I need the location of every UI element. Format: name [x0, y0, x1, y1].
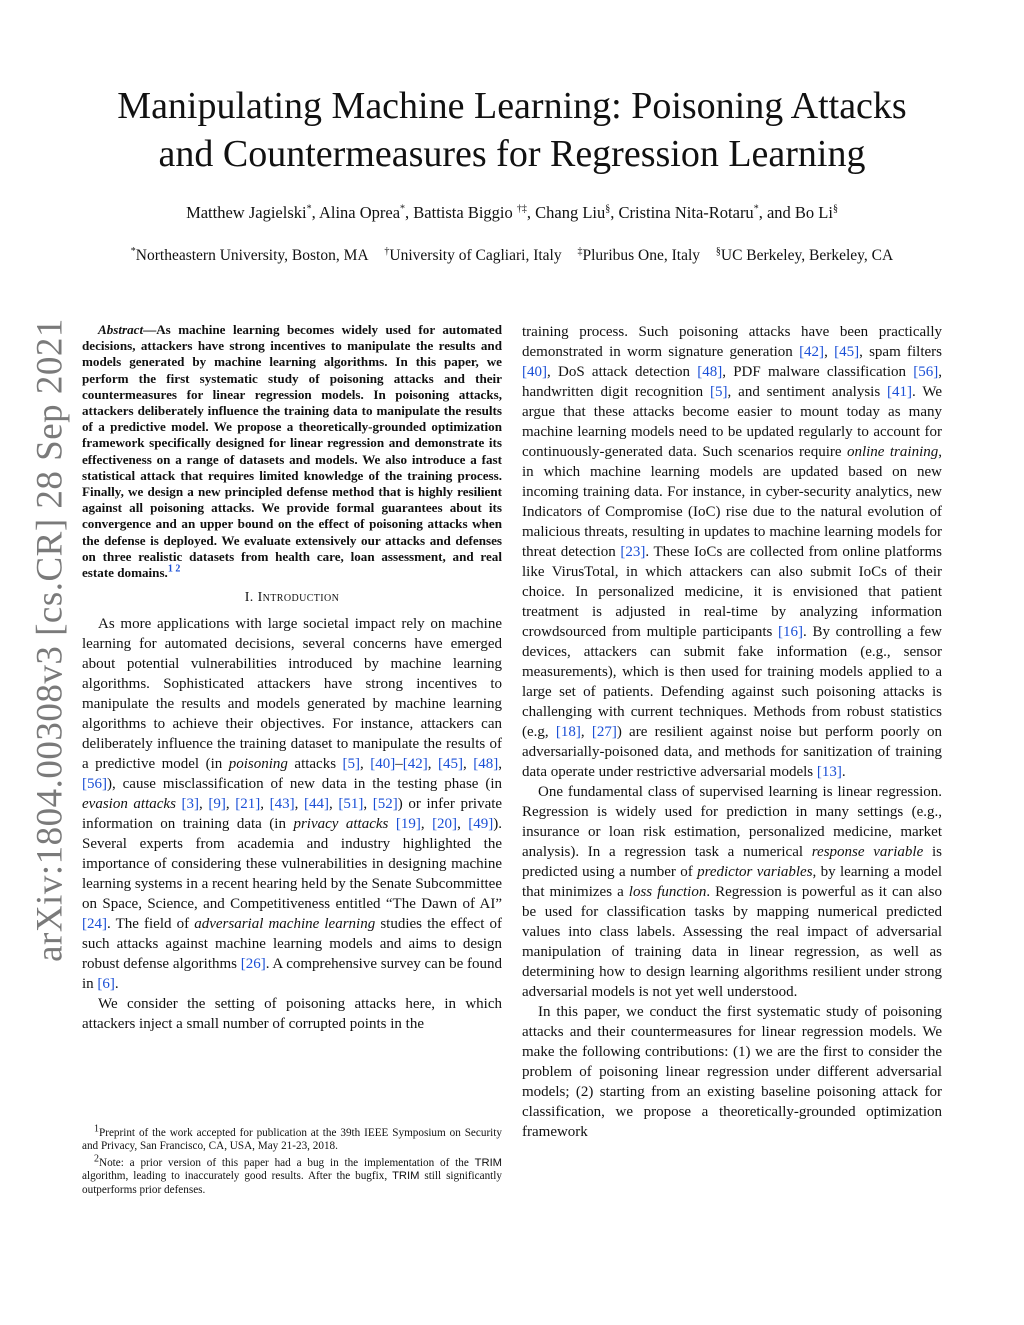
text-run: , — [199, 796, 209, 813]
right-body-text — [522, 322, 942, 1142]
footnote-2 — [82, 1153, 502, 1197]
footnote-code: TRIM — [474, 1156, 502, 1169]
author-name: Battista Biggio — [413, 203, 513, 222]
body-paragraph — [82, 994, 502, 1034]
paper-title — [60, 82, 964, 178]
citation-link[interactable]: [48] — [697, 364, 723, 380]
citation-link[interactable]: [6] — [97, 976, 115, 993]
citation-link[interactable]: [40] — [370, 756, 396, 773]
affiliation — [716, 247, 893, 264]
text-run: . We argue that these attacks become easier to mount today as many machine learning models need to be updated regularly to account for continuously-generated data. Such scenarios require — [522, 384, 942, 460]
text-run: , — [420, 816, 433, 833]
emphasis-text: poisoning — [228, 756, 288, 773]
affiliation — [131, 247, 369, 264]
citation-link[interactable]: [51] — [338, 796, 364, 813]
affiliation-list — [60, 245, 964, 267]
footnote-text: algorithm, leading to inaccurately good results. After the bugfix, — [82, 1170, 393, 1183]
affiliation-mark: * — [130, 245, 136, 257]
affiliation — [384, 247, 561, 264]
text-run: . A comprehensive survey can be found in — [82, 956, 502, 993]
text-run: . These IoCs are collected from online platforms like VirusTotal, in which attackers can also submit IoCs of their choice. In personalized medicine, it is envisioned that patient treatment is adjusted in real-time by analyzing information crowdsourced from multiple participants — [522, 544, 943, 640]
body-paragraph — [82, 614, 502, 994]
body-paragraph — [522, 1002, 942, 1142]
text-run: . Regression is powerful as it can also be used for classification tasks by mapping numerical predicted values into class labels. Assessing the real impact of adversarial manipulation of training data in linear regression, as well as determining how to design learning algorithms resilient under strong adversarial models is not yet well understood. — [522, 884, 942, 1000]
citation-link[interactable]: [9] — [208, 796, 226, 813]
text-run: . By controlling a few devices, attackers can submit fake information (e.g., sensor measurements), which is then used for training models applied to a large set of patients. Defending against such poisoning attacks is challenging with current techniques. Methods from robust statistics (e.g, — [522, 624, 942, 740]
text-run: , — [463, 756, 474, 773]
affiliation-text: UC Berkeley, Berkeley, CA — [720, 247, 894, 264]
body-paragraph — [522, 782, 942, 1002]
footnote-text: still significantly outperforms prior defenses. — [82, 1170, 502, 1196]
right-column — [522, 322, 942, 1142]
affiliation-mark: ‡ — [577, 245, 583, 257]
citation-link[interactable]: [24] — [82, 916, 107, 933]
text-run: , and sentiment analysis — [727, 384, 888, 400]
text-run: , — [225, 796, 236, 813]
citation-link[interactable]: [5] — [342, 756, 361, 773]
text-run: , — [329, 796, 339, 813]
text-run: , — [360, 756, 371, 773]
affiliation-mark: † — [384, 245, 390, 257]
text-run: , — [427, 756, 439, 773]
section-heading — [82, 590, 502, 606]
text-run: , PDF malware classification — [722, 364, 914, 380]
abstract-footnote-marks[interactable]: 1 2 — [167, 563, 181, 575]
text-run: ) or infer private information on training data (in — [82, 796, 503, 833]
left-column — [82, 322, 502, 1034]
author-name: Chang Liu — [535, 203, 606, 222]
title-line-2: and Countermeasures for Regression Learning — [158, 133, 866, 175]
citation-link[interactable]: [44] — [304, 796, 330, 813]
title-line-1: Manipulating Machine Learning: Poisoning Attacks — [117, 85, 907, 127]
footnotes — [82, 1123, 502, 1200]
citation-link[interactable]: [45] — [834, 344, 860, 360]
abstract: Abstract—As machine learning becomes widely used for automated decisions, attackers have strong incentives to manipulate the results and models generated by machine learning algorithms. In this paper, we perform the first systematic study of poisoning attacks and their countermeasures for linear regression models. In poisoning attacks, attackers deliberately influence the training data to manipulate the results of a predictive model. We propose a theoretically-grounded optimization framework specifically designed for linear regression and demonstrate its effectiveness on a range of datasets and models. We also introduce a fast statistical attack that requires limited knowledge of the training process. Finally, we design a new principled defense method that is highly resilient against all poisoning attacks. We provide formal guarantees about its convergence and an upper bound on the effect of poisoning attacks when the defense is deployed. We evaluate extensively our attacks and defenses on three realistic datasets from health care, loan assessment, and real estate domains.$^{1 2}$ — [82, 322, 502, 581]
author-name: Bo Li — [794, 203, 833, 222]
author-mark: § — [832, 203, 838, 215]
emphasis-text: predictor variables — [697, 864, 813, 880]
affiliation-mark: § — [715, 245, 721, 257]
abstract-label: Abstract — [98, 322, 144, 337]
citation-link[interactable]: [5] — [710, 384, 728, 400]
citation-link[interactable]: [42] — [799, 344, 825, 360]
footnote-1 — [82, 1123, 502, 1154]
text-run: , spam filters — [859, 344, 942, 360]
author-name: Matthew Jagielski — [186, 203, 307, 222]
footnote-text: Preprint of the work accepted for publication at the 39th IEEE Symposium on Security and Privacy, San Francisco, CA, USA, May 21-23, 2018. — [82, 1127, 502, 1153]
text-run: , DoS attack detection — [547, 364, 698, 380]
author-mark: * — [306, 203, 312, 215]
footnote-code: TRIM — [392, 1170, 420, 1183]
citation-link[interactable]: [56] — [82, 776, 107, 793]
citation-link[interactable]: [45] — [438, 756, 464, 773]
affiliation-text: Pluribus One, Italy — [582, 247, 701, 264]
text-run: , in which machine learning models are updated based on new incoming training data. For instance, in cyber-security analytics, new Indicators of Compromise (IoC) rise due to the natural evolution of malicious threats, resulting in updates to machine learning models for threat detection — [522, 444, 942, 560]
citation-link[interactable]: [41] — [887, 384, 913, 400]
citation-link[interactable]: [48] — [473, 756, 499, 773]
emphasis-text: loss function — [628, 884, 707, 900]
citation-link[interactable]: [27] — [591, 724, 617, 740]
section-title: Introduction — [257, 590, 340, 606]
text-run: ) are resilient against noise but perform poorly on adversarially-poisoned data, and methods for sanitization of training data operate under restrictive adversarial models — [522, 724, 942, 780]
text-run — [388, 816, 395, 832]
citation-link[interactable]: [40] — [522, 364, 547, 380]
arxiv-identifier: arXiv:1804.00308v3 [cs.CR] 28 Sep 2021 — [29, 318, 71, 962]
emphasis-text: adversarial machine learning — [194, 916, 376, 933]
left-body-text — [82, 614, 502, 1034]
text-run: One fundamental class of supervised learning is linear regression. Regression is widely used for prediction in many settings (e.g., insurance or loan risk estimation, personalized medicine, market analysis). In a regression task a numerical — [522, 784, 942, 860]
text-run: As more applications with large societal impact rely on machine learning for automated decisions, several concerns have emerged about potential vulnerabilities introduced by machine learning algorithms. Sophisticated attackers have strong incentives to manipulate the results and models generated by machine learning algorithms to achieve their objectives. For instance, attackers can deliberately influence the training dataset to manipulate the results of a predictive model (in — [82, 616, 502, 773]
text-run: ), cause misclassification of new data in the testing phase (in — [107, 776, 502, 793]
section-number: I. — [244, 590, 254, 606]
citation-link[interactable]: [16] — [778, 624, 804, 640]
citation-link[interactable]: [20] — [432, 816, 458, 833]
text-run: . The field of — [107, 916, 195, 933]
emphasis-text: online training — [846, 444, 939, 460]
text-run: In this paper, we conduct the first systematic study of poisoning attacks and their countermeasures for linear regression models. We make the following contributions: (1) we are the first to consider the problem of poisoning linear regression under different adversarial models; (2) starting from an existing baseline poisoning attack for classification, we propose a theoretically-grounded optimization framework — [522, 1004, 942, 1140]
text-run: , — [824, 344, 835, 360]
text-run: is predicted using a number of — [522, 844, 942, 880]
author-mark: § — [605, 203, 611, 215]
text-run: , — [580, 724, 592, 740]
text-run: – — [395, 756, 403, 773]
body-paragraph — [522, 322, 942, 782]
citation-link[interactable]: [23] — [620, 544, 646, 560]
citation-link[interactable]: [43] — [269, 796, 295, 813]
abstract-text: As machine learning becomes widely used for automated decisions, attackers have strong incentives to manipulate the results and models generated by machine learning algorithms. In this paper, we perform the first systematic study of poisoning attacks and their countermeasures for linear regression models. In poisoning attacks, attackers deliberately influence the training data to manipulate the results of a predictive model. We propose a theoretically-grounded optimization framework specifically designed for linear regression and demonstrate its effectiveness on a range of datasets and models. We also introduce a fast statistical attack that requires limited knowledge of the training process. Finally, we design a new principled defense method that is highly resilient against all poisoning attacks. We provide formal guarantees about its convergence and an upper bound on the effect of poisoning attacks when the defense is deployed. We evaluate extensively our attacks and defenses on three realistic datasets from health care, loan assessment, and real estate domains. — [82, 322, 502, 581]
text-run: ). Several experts from academia and industry highlighted the importance of considering these vulnerabilities in designing machine learning systems in a recent hearing held by the Senate Subcommittee on Space, Science, and Competitiveness entitled “The Dawn of AI” — [82, 816, 503, 913]
author-mark: †‡ — [516, 203, 527, 215]
footnote-mark: 1 — [94, 1123, 99, 1135]
affiliation-text: Northeastern University, Boston, MA — [135, 247, 369, 264]
citation-link[interactable]: [3] — [181, 796, 200, 813]
citation-link[interactable]: [26] — [240, 956, 266, 973]
text-run: , — [363, 796, 373, 813]
text-run: training process. Such poisoning attacks have been practically demonstrated in worm signature generation — [522, 324, 942, 360]
citation-link[interactable]: [18] — [555, 724, 581, 740]
citation-link[interactable]: [49] — [468, 816, 494, 833]
text-run: studies the effect of such attacks against machine learning models and aims to design robust defense algorithms — [82, 916, 502, 973]
author-name: Cristina Nita-Rotaru — [618, 203, 754, 222]
affiliation-text: University of Cagliari, Italy — [389, 247, 562, 264]
citation-link[interactable]: [52] — [372, 796, 398, 813]
citation-link[interactable]: [56] — [913, 364, 939, 380]
citation-link[interactable]: [13] — [816, 764, 842, 780]
footnote-text: Note: a prior version of this paper had a bug in the implementation of the — [99, 1156, 475, 1169]
text-run: , — [260, 796, 270, 813]
citation-link[interactable]: [21] — [235, 796, 261, 813]
footnote-mark: 2 — [94, 1153, 99, 1165]
affiliation — [577, 247, 700, 264]
citation-link[interactable]: [19] — [395, 816, 421, 833]
text-run: We consider the setting of poisoning attacks here, in which attackers inject a small number of corrupted points in the — [82, 996, 502, 1033]
author-mark: * — [400, 203, 406, 215]
author-name: Alina Oprea — [318, 203, 401, 222]
text-run: . — [114, 976, 119, 993]
citation-link[interactable]: [42] — [402, 756, 428, 773]
text-run: , — [457, 816, 469, 833]
emphasis-text: privacy attacks — [293, 816, 389, 833]
author-list: Matthew Jagielski*, Alina Oprea*, Battista Biggio †‡, Chang Liu§, Cristina Nita-Rotaru*, and Bo Li§ — [186, 203, 838, 222]
text-run: , by learning a model that minimizes a — [522, 864, 943, 900]
text-run: , — [294, 796, 305, 813]
text-run: attacks — [287, 756, 343, 773]
text-run: , handwritten digit recognition — [522, 364, 942, 400]
emphasis-text: response variable — [811, 844, 924, 860]
text-run: , — [498, 756, 502, 773]
emphasis-text: evasion attacks — [82, 796, 176, 813]
author-mark: * — [753, 203, 759, 215]
text-run: . — [841, 764, 846, 780]
